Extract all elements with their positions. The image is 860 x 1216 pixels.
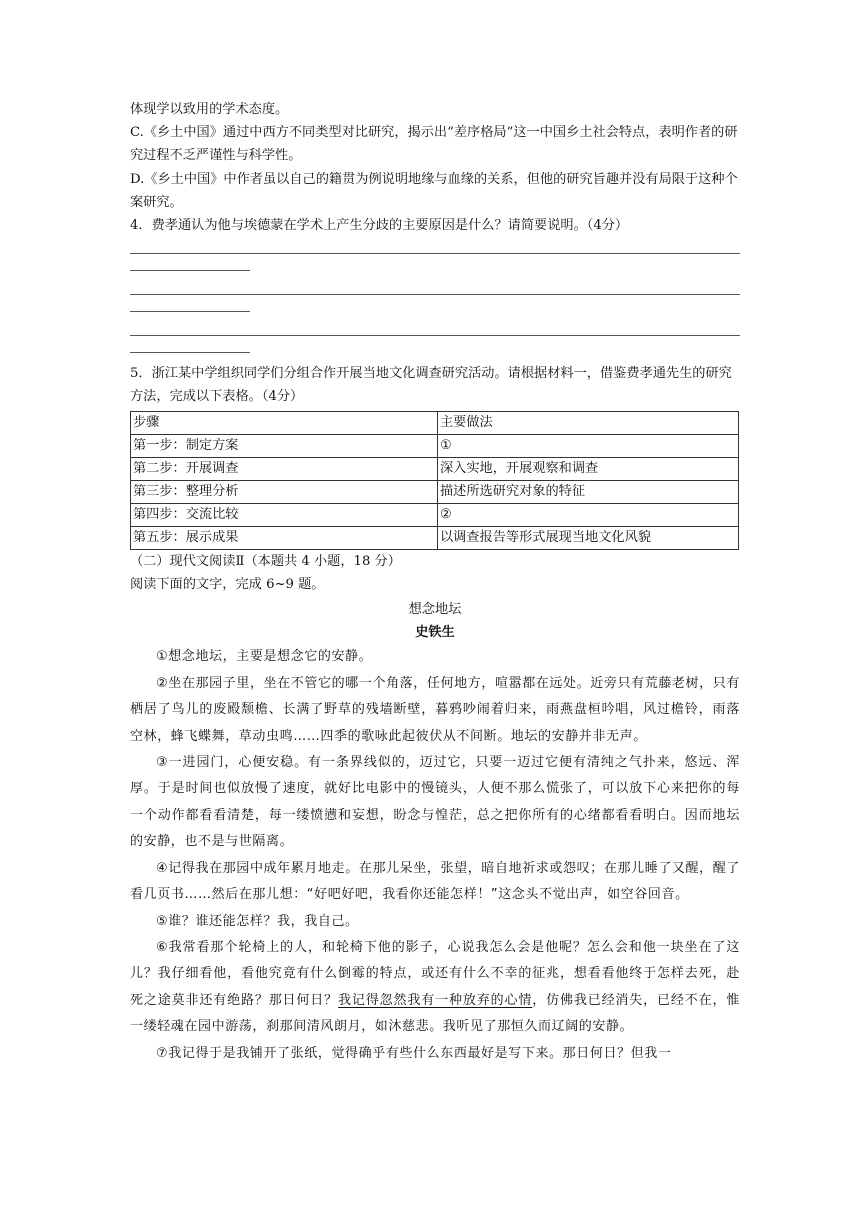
essay-paragraph-4: ④记得我在那园中成年累月地走。在那儿呆坐，张望，暗自地祈求或怨叹；在那儿睡了又醒，醒了看几页书……然后在那儿想：“好吧好吧，我看你还能怎样！”这念头不觉出声，如空谷回音。 (130, 860, 740, 903)
essay-paragraph-7: ⑦我记得于是我铺开了张纸，觉得确乎有些什么东西最好是写下来。那日何日？但我一 (156, 1045, 672, 1061)
section-heading: （二）现代文阅读Ⅱ（本题共 4 小题，18 分） (130, 553, 401, 569)
table-cell[interactable]: ② (438, 503, 739, 526)
essay-text: ，仿佛我已经消失，已经不在，惟一缕轻魂在园中游荡，刹那间清风朗月，如沐慈悲。我听见了那恒久而辽阔的安静。 (130, 992, 740, 1035)
table-cell: 第二步：开展调查 (131, 457, 438, 480)
essay-title: 想念地坛 (408, 602, 462, 618)
table-row (131, 457, 739, 480)
answer-line-short[interactable] (130, 340, 740, 361)
essay-text: ⑥我常看那个轮椅上的人，和轮椅下他的影子，心说我怎么会是他呢？怎么会和他一块坐在了这儿？我仔细看他，看他究竟有什么倒霉的特点，或还有什么不幸的征兆，想看看他终于怎样去死，赴死之途莫非还有绝路？那日何日？ (130, 939, 740, 1008)
essay-body (130, 644, 740, 1067)
steps-table (130, 411, 739, 550)
essay-paragraph-6 (130, 935, 740, 1041)
table-cell: 以调查报告等形式展现当地文化风貌 (438, 526, 739, 549)
table-row (131, 526, 739, 549)
answer-line[interactable] (130, 237, 740, 258)
question-4: 4．费孝通认为他与埃德蒙在学术上产生分歧的主要原因是什么？请简要说明。（4分） (130, 218, 629, 234)
table-cell: 第一步：制定方案 (131, 434, 438, 457)
table-cell[interactable]: ① (438, 434, 739, 457)
table-cell: 第五步：展示成果 (131, 526, 438, 549)
document-page (130, 98, 740, 1067)
table-cell: 第三步：整理分析 (131, 480, 438, 503)
option-d: D.《乡土中国》中作者虽以自己的籍贯为例说明地缘与血缘的关系，但他的研究旨趣并没有局限于这种个案研究。 (130, 171, 738, 210)
essay-paragraph-2: ②坐在那园子里，坐在不管它的哪一个角落，任何地方，喧嚣都在远处。近旁只有荒藤老树，只有栖居了鸟儿的废殿颓檐、长满了野草的残墙断壁，暮鸦吵闹着归来，雨燕盘桓吟唱，风过檐铃，雨落空林，蜂飞蝶舞，草动虫鸣……四季的歌咏此起彼伏从不间断。地坛的安静并非无声。 (130, 675, 740, 744)
answer-line-short[interactable] (130, 299, 740, 320)
essay-paragraph-5: ⑤谁？谁还能怎样？我，我自己。 (156, 913, 359, 929)
answer-line-short[interactable] (130, 258, 740, 279)
table-row (131, 503, 739, 526)
table-cell: 第四步：交流比较 (131, 503, 438, 526)
table-header-cell: 步骤 (131, 411, 438, 434)
table-header-cell: 主要做法 (438, 411, 739, 434)
option-c: C.《乡土中国》通过中西方不同类型对比研究，揭示出“差序格局”这一中国乡土社会特点，表明作者的研究过程不乏严谨性与科学性。 (130, 125, 738, 164)
essay-author: 史铁生 (415, 625, 455, 641)
table-row (131, 434, 739, 457)
table-header-row (131, 411, 739, 434)
table-cell: 描述所选研究对象的特征 (438, 480, 739, 503)
table-row (131, 480, 739, 503)
option-b-tail: 体现学以致用的学术态度。 (130, 102, 289, 117)
question-5: 5．浙江某中学组织同学们分组合作开展当地文化调查研究活动。请根据材料一，借鉴费孝通先生的研究方法，完成以下表格。（4分） (130, 366, 732, 405)
section-instruction: 阅读下面的文字，完成 6~9 题。 (130, 576, 325, 592)
underlined-sentence: 我记得忽然我有一种放弃的心情 (338, 992, 533, 1008)
essay-paragraph-1: ①想念地坛，主要是想念它的安静。 (156, 649, 373, 665)
essay-paragraph-3: ③一进园门，心便安稳。有一条界线似的，迈过它，只要一迈过它便有清纯之气扑来，悠远、浑厚。于是时间也似放慢了速度，就好比电影中的慢镜头，人便不那么慌张了，可以放下心来把你的每一个动作都看看清楚，每一缕愤懑和妄想，盼念与惶茫，总之把你所有的心绪都看看明白。因而地坛的安静，也不是与世隔离。 (130, 755, 740, 850)
answer-line[interactable] (130, 278, 740, 299)
table-cell: 深入实地，开展观察和调查 (438, 457, 739, 480)
answer-line[interactable] (130, 319, 740, 340)
